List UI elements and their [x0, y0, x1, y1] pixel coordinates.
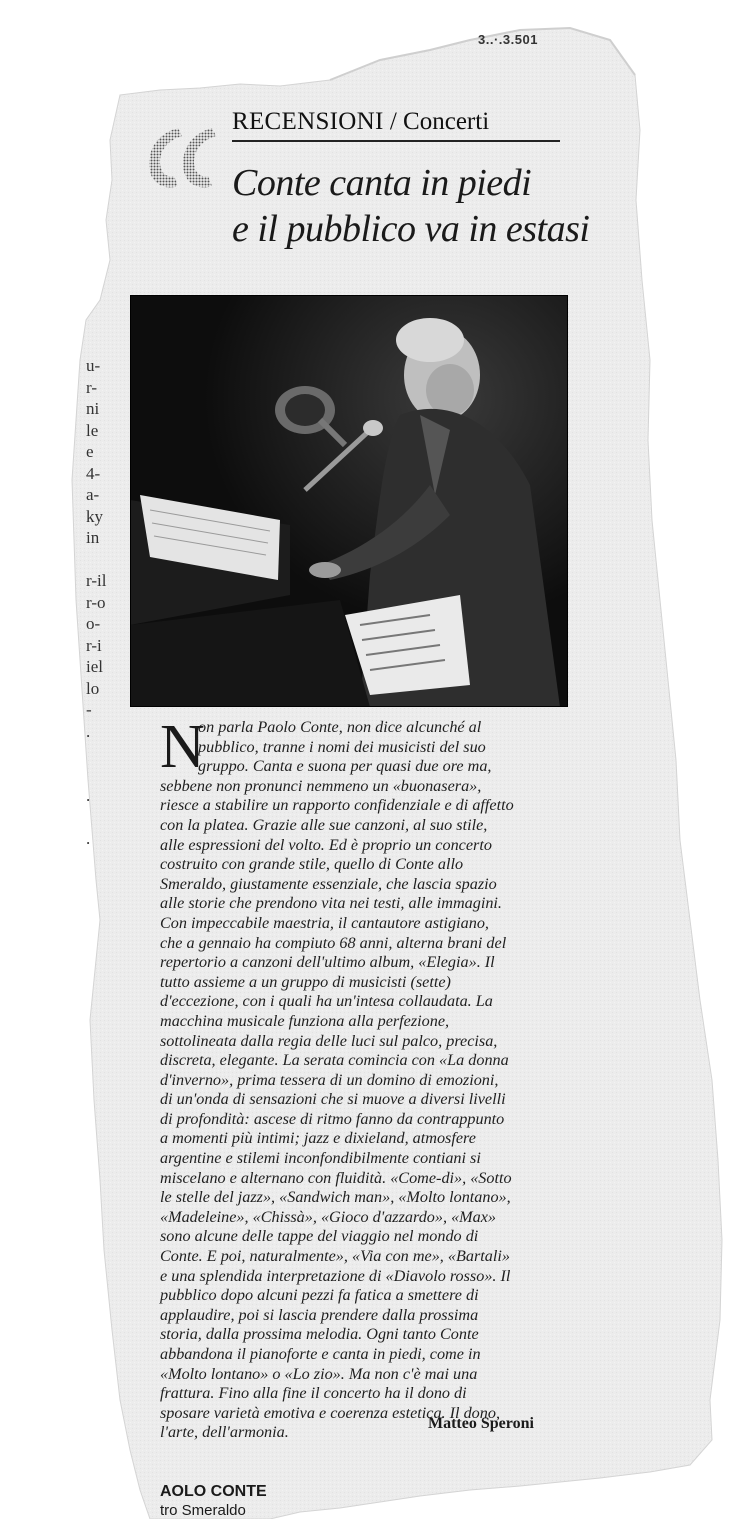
- margin-fragment: u-: [86, 356, 101, 375]
- article-line: sebbene non pronunci nemmeno un «buonasera»,: [160, 776, 482, 795]
- margin-fragment: lo: [86, 678, 100, 698]
- margin-fragment: in: [86, 528, 100, 547]
- margin-fragment: a-: [86, 485, 100, 504]
- margin-fragment: [86, 764, 126, 786]
- article-line: argentine e stilemi inconfondibilmente contiani si: [160, 1149, 481, 1168]
- article-line: discreta, elegante. La serata comincia con «La donna: [160, 1051, 509, 1070]
- headline: [232, 160, 590, 252]
- margin-fragment: ky: [86, 506, 103, 526]
- margin-fragment: -: [86, 700, 92, 719]
- article-line: le stelle del jazz», «Sandwich man», «Molto lontano»,: [160, 1188, 511, 1207]
- margin-fragment: [86, 742, 126, 764]
- article-line: frattura. Fino alla fine il concerto ha il dono di: [160, 1384, 467, 1403]
- article-line: e una splendida interpretazione di «Diavolo rosso». Il: [160, 1266, 511, 1285]
- kicker-rule: [232, 140, 560, 142]
- article-line: pubblico dopo alcuni pezzi fa fatica a smettere di: [160, 1286, 479, 1305]
- article-line: riesce a stabilire un rapporto confidenziale e di affetto: [160, 796, 514, 815]
- margin-fragment: iel: [86, 657, 103, 676]
- margin-fragment: .: [86, 721, 91, 741]
- article-line: Smeraldo, giustamente essenziale, che lascia spazio: [160, 874, 497, 893]
- margin-fragment: [86, 807, 126, 829]
- article-line: repertorio a canzoni dell'ultimo album, «Elegia». Il: [160, 953, 495, 972]
- article-line: pubblico, tranne i nomi dei musicisti del suo: [198, 737, 486, 756]
- article-line: a momenti più intimi; jazz e dixieland, atmosfere: [160, 1129, 476, 1148]
- article-line: on parla Paolo Conte, non dice alcunché al: [198, 718, 482, 736]
- headline-line: Conte canta in piedi: [232, 162, 532, 204]
- article-line: alle espressioni del volto. Ed è proprio un concerto: [160, 835, 492, 854]
- article-line: che a gennaio ha compiuto 68 anni, alterna brani del: [160, 933, 507, 952]
- margin-fragment: e: [86, 442, 94, 461]
- article-line: «Madeleine», «Chissà», «Gioco d'azzardo», «Max»: [160, 1207, 497, 1226]
- article-line: storia, dalla prossima melodia. Ogni tanto Conte: [160, 1325, 479, 1344]
- article-line: «Molto lontano» o «Lo zio». Ma non c'è mai una: [160, 1364, 478, 1383]
- article-line: Con impeccabile maestria, il cantautore astigiano,: [160, 913, 489, 932]
- article-line: con la platea. Grazie alle sue canzoni, al suo stile,: [160, 815, 488, 834]
- headline-line: e il pubblico va in estasi: [232, 208, 590, 250]
- footer-place: tro Smeraldo: [160, 1502, 246, 1519]
- margin-fragment: r-: [86, 377, 97, 397]
- article-line: gruppo. Canta e suona per quasi due ore ma,: [198, 757, 492, 776]
- margin-fragment: [86, 549, 126, 571]
- article-line: sono alcune delle tappe del viaggio nel mondo di: [160, 1227, 479, 1246]
- article-line: l'arte, dell'armonia.: [160, 1423, 289, 1442]
- margin-fragment: o-: [86, 614, 101, 633]
- article-line: d'eccezione, con i quali ha un'intesa collaudata. La: [160, 992, 493, 1011]
- article-line: applaudire, poi si lascia prendere dalla prossima: [160, 1305, 479, 1324]
- article-line: d'inverno», prima tessera di un domino di emozioni,: [160, 1070, 499, 1089]
- margin-fragment: r-o: [86, 592, 106, 612]
- article-line: abbandona il pianoforte e canta in piedi, come in: [160, 1345, 481, 1363]
- footer-name: AOLO CONTE: [160, 1483, 267, 1500]
- pianist-photo: [130, 295, 568, 707]
- quote-mark-icon: [138, 120, 218, 200]
- margin-fragments: [86, 355, 126, 850]
- margin-fragment: 4-: [86, 463, 101, 483]
- pianist-photo-icon: [130, 295, 568, 707]
- margin-fragment: r-i: [86, 635, 102, 655]
- article-line: tutto assieme a un gruppo di musicisti (sette): [160, 972, 451, 991]
- margin-fragment: le: [86, 420, 99, 440]
- section-label: RECENSIONI: [232, 108, 384, 135]
- article-line: miscelano e alternano con fluidità. «Come-di», «Sotto: [160, 1168, 512, 1187]
- margin-fragment: ni: [86, 399, 100, 418]
- byline: Matteo Speroni: [428, 1415, 534, 1432]
- article-line: di profondità: ascese di ritmo fanno da contrappunto: [160, 1109, 505, 1128]
- article-line: di un'onda di sensazioni che si muove a diversi livelli: [160, 1090, 506, 1109]
- article-line: Conte. E poi, naturalmente», «Via con me», «Bartali»: [160, 1247, 510, 1266]
- subsection-label: / Concerti: [389, 108, 490, 135]
- article-line: alle storie che prendono vita nei testi, alle immagini.: [160, 894, 502, 913]
- dropcap: N: [160, 713, 205, 781]
- margin-fragment: .: [86, 786, 91, 805]
- article-line: sottolineata dalla regia delle luci sul palco, precisa,: [160, 1031, 498, 1050]
- article-body: [160, 713, 568, 1443]
- article-line: costruito con grande stile, quello di Conte allo: [160, 855, 464, 874]
- top-fragment-number: 3..·.3.501: [478, 32, 538, 47]
- margin-fragment: r-il: [86, 571, 107, 590]
- article-line: sposare varietà emotiva e coerenza estetica. Il dono,: [160, 1403, 500, 1422]
- margin-fragment: .: [86, 829, 91, 848]
- section-kicker: [232, 108, 562, 136]
- article-line: macchina musicale funziona alla perfezione,: [160, 1011, 450, 1030]
